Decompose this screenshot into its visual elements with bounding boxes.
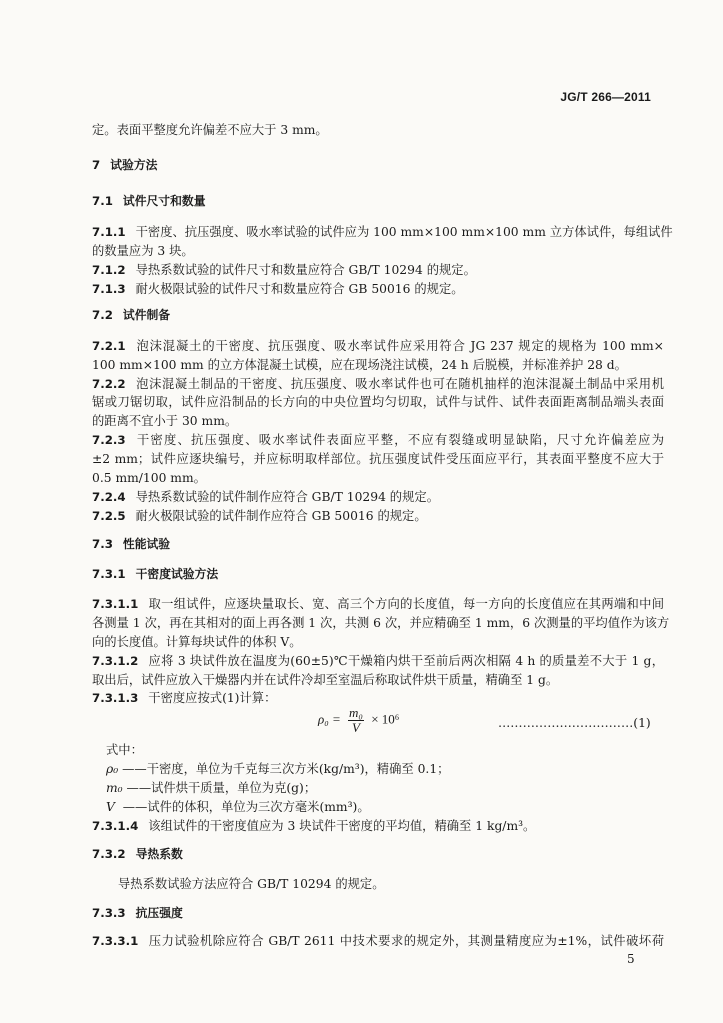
equation-number: ……………………………(1): [498, 716, 651, 730]
section-heading-7-1: 7.1 试件尺寸和数量: [92, 194, 206, 208]
clause-7-2-3-line-3: 0.5 mm/100 mm。: [92, 471, 206, 485]
clause-7-3-1-1-line-1: 7.3.1.1 取一组试件，应逐块量取长、宽、高三个方向的长度值，每一方向的长度值应在其两端和中间: [92, 597, 664, 611]
clause-7-3-1-4: 7.3.1.4 该组试件的干密度值应为 3 块试件干密度的平均值，精确至 1 kg/m³。: [92, 819, 536, 833]
section-heading-7-3-3: 7.3.3 抗压强度: [92, 906, 183, 920]
clause-7-3-1-2-line-1: 7.3.1.2 应将 3 块试件放在温度为(60±5)℃干燥箱内烘干至前后两次相隔 4 h 的质量差不大于 1 g，: [92, 654, 664, 668]
definition-m0: m₀ ——试件烘干质量，单位为克(g)；: [106, 781, 317, 795]
clause-7-3-3-1: 7.3.3.1 压力试验机除应符合 GB/T 2611 中技术要求的规定外，其测量精度应为±1%，试件破坏荷: [92, 934, 664, 948]
section-heading-7-3-2: 7.3.2 导热系数: [92, 847, 183, 861]
clause-7-2-5: 7.2.5 耐火极限试验的试件制作应符合 GB 50016 的规定。: [92, 509, 427, 523]
clause-7-2-3-line-1: 7.2.3 干密度、抗压强度、吸水率试件表面应平整，不应有裂缝或明显缺陷，尺寸允许偏差应为: [92, 433, 664, 447]
clause-7-2-2-line-3: 的距离不宜小于 30 mm。: [92, 414, 238, 428]
clause-7-1-3: 7.1.3 耐火极限试验的试件尺寸和数量应符合 GB 50016 的规定。: [92, 282, 464, 296]
where-label: 式中：: [106, 743, 143, 757]
density-formula: [318, 706, 399, 742]
standard-code-header: JG/T 266—2011: [560, 90, 651, 104]
clause-7-3-1-1-line-3: 向的长度值。计算每块试件的体积 V。: [92, 635, 302, 649]
formula-numerator: m₀: [349, 705, 363, 720]
clause-7-2-2-line-2: 锯或刀锯切取，试件应沿制品的长方向的中央位置均匀切取，试件与试件、试件表面距离制品端头表面: [92, 395, 664, 409]
formula-denominator: V: [352, 720, 360, 735]
clause-7-2-1-line-2: 100 mm×100 mm 的立方体混凝土试模，应在现场浇注试模，24 h 后脱模，并标准养护 28 d。: [92, 358, 627, 372]
clause-7-1-1-line-2: 的数量应为 3 块。: [92, 244, 194, 258]
section-heading-7-3-1: 7.3.1 干密度试验方法: [92, 567, 219, 581]
clause-7-3-2-text: 导热系数试验方法应符合 GB/T 10294 的规定。: [118, 877, 385, 891]
clause-7-3-1-3: 7.3.1.3 干密度应按式(1)计算：: [92, 691, 277, 705]
section-heading-7: 7 试验方法: [92, 158, 158, 172]
clause-7-2-3-line-2: ±2 mm；试件应逐块编号，并应标明取样部位。抗压强度试件受压面应平行，其表面平整度不应大于: [92, 452, 664, 466]
section-heading-7-2: 7.2 试件制备: [92, 308, 171, 322]
formula-fraction: [348, 706, 364, 735]
formula-lhs: ρ₀ =: [318, 711, 341, 727]
clause-7-2-2-line-1: 7.2.2 泡沫混凝土制品的干密度、抗压强度、吸水率试件也可在随机抽样的泡沫混凝土制品中采用机: [92, 377, 664, 391]
clause-7-3-1-1-line-2: 各测量 1 次，再在其相对的面上再各测 1 次，共测 6 次，并应精确至 1 mm，6 次测量的平均值作为该方: [92, 616, 670, 630]
clause-7-2-4: 7.2.4 导热系数试验的试件制作应符合 GB/T 10294 的规定。: [92, 490, 439, 504]
clause-7-1-1-line-1: 7.1.1 干密度、抗压强度、吸水率试验的试件应为 100 mm×100 mm×100 mm 立方体试件，每组试件: [92, 225, 673, 239]
clause-7-3-1-2-line-2: 取出后，试件应放入干燥器内并在试件冷却至室温后称取试件烘干质量，精确至 1 g。: [92, 673, 559, 687]
definition-rho: ρ₀ ——干密度，单位为千克每三次方米(kg/m³)，精确至 0.1；: [106, 762, 450, 776]
page-number: 5: [627, 952, 635, 966]
definition-v: V ——试件的体积，单位为三次方毫米(mm³)。: [106, 800, 370, 814]
clause-7-1-2: 7.1.2 导热系数试验的试件尺寸和数量应符合 GB/T 10294 的规定。: [92, 263, 476, 277]
clause-7-2-1-line-1: 7.2.1 泡沫混凝土的干密度、抗压强度、吸水率试件应采用符合 JG 237 规定的规格为 100 mm×: [92, 339, 664, 353]
section-heading-7-3: 7.3 性能试验: [92, 537, 171, 551]
paragraph-line: 定。表面平整度允许偏差不应大于 3 mm。: [92, 123, 328, 137]
formula-tail: × 10⁶: [371, 711, 400, 727]
